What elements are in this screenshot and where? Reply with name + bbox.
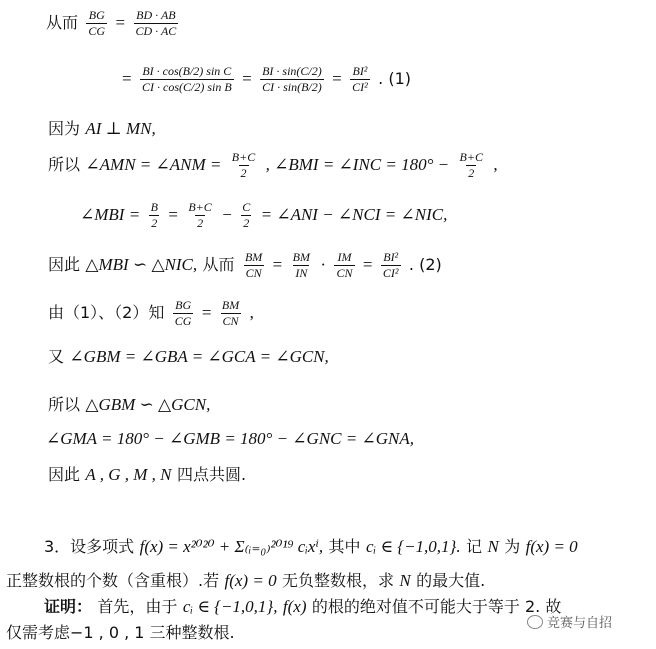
eq-line-11: 因此 A , G , M , N 四点共圆. xyxy=(48,465,247,484)
eq-line-1: 从而 $\frac{BG}{CG}$ = $\frac{BD \cdot AB}{CD \cdot AC}$ xyxy=(46,8,177,38)
problem-3-line-2: 正整数根的个数（含重根）.若 f(x) = 0 无负整数根，求 N 的最大值. xyxy=(6,571,486,590)
fraction: $\frac{BD \cdot AB}{CD \cdot AC}$ xyxy=(135,8,177,38)
fraction: $\frac{B}{2}$ xyxy=(150,200,158,230)
fraction: $\frac{C}{2}$ xyxy=(242,200,251,230)
proof-line-2: 仅需考虑−1 , 0 , 1 三种整数根. xyxy=(6,623,235,642)
eq-line-9: 所以 △GBM ∽ △GCN, xyxy=(48,395,211,414)
fraction: $\frac{B+C}{2}$ xyxy=(188,200,212,230)
eq-line-3: 因为 AI ⊥ MN, xyxy=(48,119,156,138)
fraction: $\frac{BG}{CG}$ xyxy=(88,8,106,38)
problem-3-line-1: 3．设多项式 f(x) = x²⁰²⁰ + Σ₍ᵢ₌₀₎²⁰¹⁹ cᵢxⁱ, 其中 cᵢ ∈ {−1,0,1}. 记 N 为 f(x) = 0 xyxy=(44,537,578,556)
eq-line-7: 由（1）、（2）知 $\frac{BG}{CG}$ = $\frac{BM}{CN}$ , xyxy=(48,298,254,328)
wechat-icon xyxy=(527,615,543,629)
eq-line-2: = $\frac{\text{BI · cos(B/2) sin C}}{\text{CI · cos(C/2) sin B}}$ = $\frac{BI \cdot \sin(C/2)}{CI \cdot \sin(B/2)}$ = $\frac{\text{BI²}}{\text{CI²}}$ . (1) xyxy=(122,64,412,94)
eq-line-10: ∠GMA = 180° − ∠GMB = 180° − ∠GNC = ∠GNA, xyxy=(46,429,414,448)
fraction: $\frac{IM}{CN}$ xyxy=(336,250,353,280)
fraction: $\frac{\text{BI²}}{\text{CI²}}$ xyxy=(382,250,399,280)
eq-line-8: 又 ∠GBM = ∠GBA = ∠GCA = ∠GCN, xyxy=(48,347,329,366)
fraction: $\frac{B+C}{2}$ xyxy=(459,150,483,180)
fraction: $\frac{\text{BI²}}{\text{CI²}}$ xyxy=(352,64,368,94)
eq-line-4: 所以 ∠AMN = ∠ANM = $\frac{B+C}{2}$ , ∠BMI = ∠INC = 180° − $\frac{B+C}{2}$ , xyxy=(48,150,498,180)
fraction: $\frac{BM}{IN}$ xyxy=(292,250,310,280)
proof-line-1: 证明： 首先，由于 cᵢ ∈ {−1,0,1}, f(x) 的根的绝对值不可能大于等于 2. 故 xyxy=(44,597,562,616)
fraction: $\frac{BG}{CG}$ xyxy=(174,298,192,328)
fraction: $\frac{BM}{CN}$ xyxy=(221,298,240,328)
eq-line-6: 因此 △MBI ∽ △NIC, 从而 $\frac{BM}{CN}$ = $\frac{BM}{IN}$ · $\frac{IM}{CN}$ = $\frac{\text{BI²}}{\text{CI²}}$ . (2) xyxy=(48,250,442,280)
fraction: $\frac{BI \cdot \sin(C/2)}{CI \cdot \sin(B/2)}$ xyxy=(262,64,322,94)
fraction: $\frac{\text{BI · cos(B/2) sin C}}{\text{CI · cos(C/2) sin B}}$ xyxy=(142,64,232,94)
watermark: 竞赛与自招 xyxy=(527,612,612,631)
fraction: $\frac{BM}{CN}$ xyxy=(244,250,263,280)
fraction: $\frac{B+C}{2}$ xyxy=(231,150,256,180)
eq-line-5: ∠MBI = $\frac{B}{2}$ = $\frac{B+C}{2}$ − $\frac{C}{2}$ = ∠ANI − ∠NCI = ∠NIC, xyxy=(80,200,448,230)
